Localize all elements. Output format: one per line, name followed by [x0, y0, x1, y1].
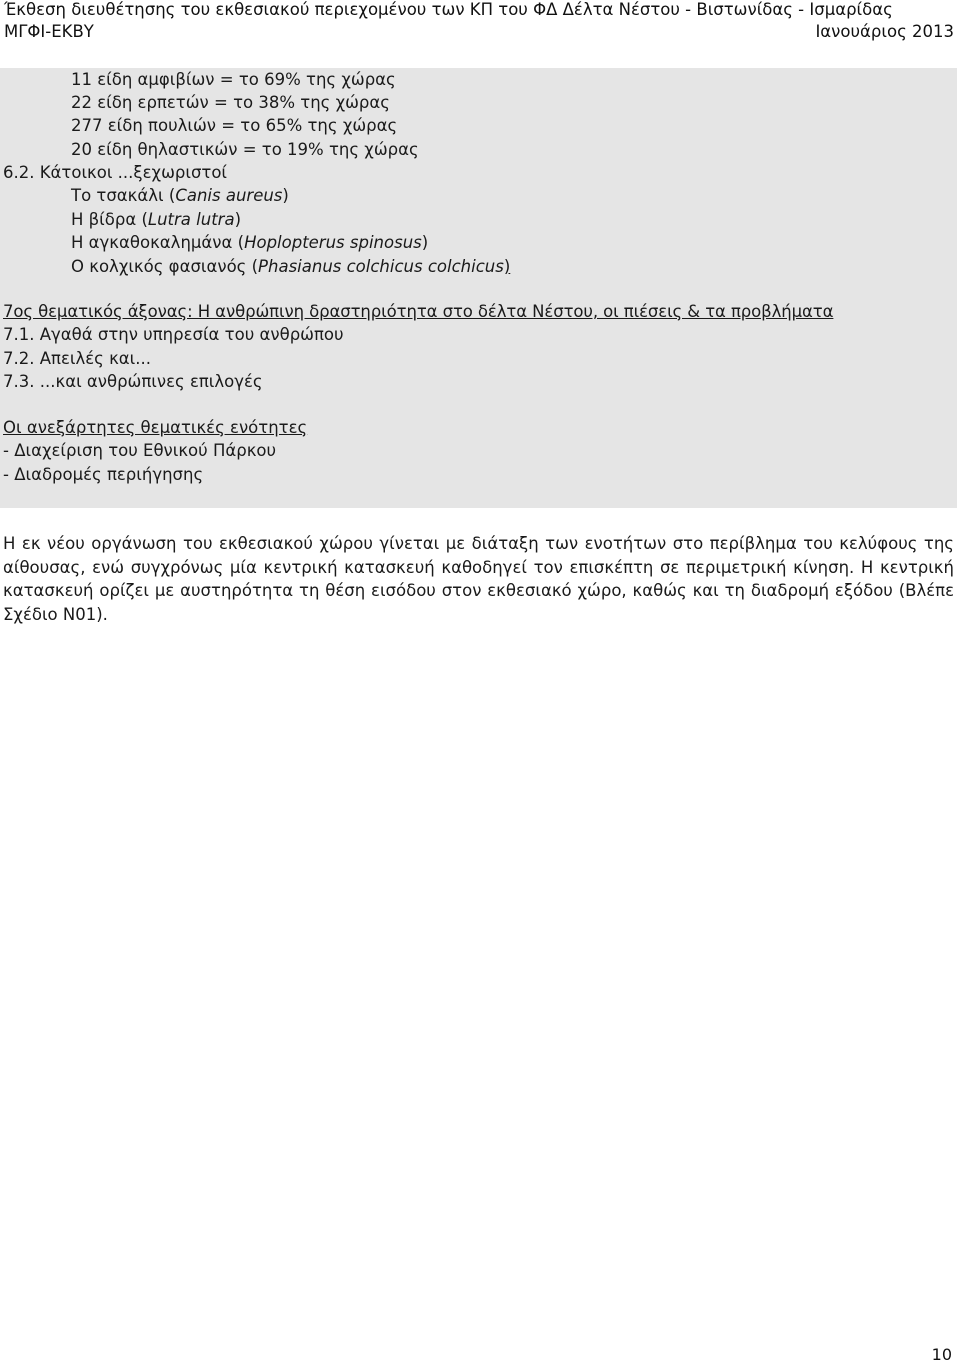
- document-title: Έκθεση διευθέτησης του εκθεσιακού περιεχομένου των ΚΠ του ΦΔ Δέλτα Νέστου - Βιστωνίδας - Ισμαρίδας: [4, 0, 893, 19]
- document-date: Ιανουάριος 2013: [815, 22, 954, 41]
- species-count-amphibians: 11 είδη αμφιβίων = το 69% της χώρας: [71, 70, 396, 89]
- axis-7-item-2: 7.2. Απειλές και...: [3, 349, 151, 368]
- species-pheasant: Ο κολχικός φασιανός (Phasianus colchicus colchicus): [71, 257, 511, 276]
- species-count-reptiles: 22 είδη ερπετών = το 38% της χώρας: [71, 93, 390, 112]
- independent-unit-tour-routes: - Διαδρομές περιήγησης: [3, 465, 204, 484]
- section-6-2-heading: 6.2. Κάτοικοι ...ξεχωριστοί: [3, 163, 228, 182]
- species-jackal: Το τσακάλι (Canis aureus): [71, 186, 289, 205]
- page-header: [0, 0, 960, 46]
- page-number: 10: [931, 1345, 952, 1364]
- species-count-mammals: 20 είδη θηλαστικών = το 19% της χώρας: [71, 140, 419, 159]
- species-otter: Η βίδρα (Lutra lutra): [71, 210, 242, 229]
- axis-7-heading: 7ος θεματικός άξονας: Η ανθρώπινη δραστηριότητα στο δέλτα Νέστου, οι πιέσεις & τα προβλήματα: [3, 302, 834, 321]
- axis-7-item-3: 7.3. ...και ανθρώπινες επιλογές: [3, 372, 263, 391]
- organization-label: ΜΓΦΙ-ΕΚΒΥ: [4, 22, 94, 41]
- body-paragraph: Η εκ νέου οργάνωση του εκθεσιακού χώρου γίνεται με διάταξη των ενοτήτων στο περίβλημα του κελύφους της αίθουσας, ενώ συγχρόνως μία κεντρική κατασκευή καθοδηγεί τον επισκέπτη σε περιμετρική κίνηση. Η κεντρική κατασκευή ορίζει με αυστηρότητα τη θέση εισόδου στον εκθεσιακό χώρο, καθώς και τη διαδρομή εξόδου (Βλέπε Σχέδιο Ν01).: [3, 534, 954, 624]
- species-count-birds: 277 είδη πουλιών = το 65% της χώρας: [71, 116, 398, 135]
- axis-7-item-1: 7.1. Αγαθά στην υπηρεσία του ανθρώπου: [3, 325, 344, 344]
- independent-unit-park-management: - Διαχείριση του Εθνικού Πάρκου: [3, 441, 277, 460]
- independent-units-heading: Οι ανεξάρτητες θεματικές ενότητες: [3, 418, 308, 437]
- species-spur-winged-lapwing: Η αγκαθοκαλημάνα (Hoplopterus spinosus): [71, 233, 429, 252]
